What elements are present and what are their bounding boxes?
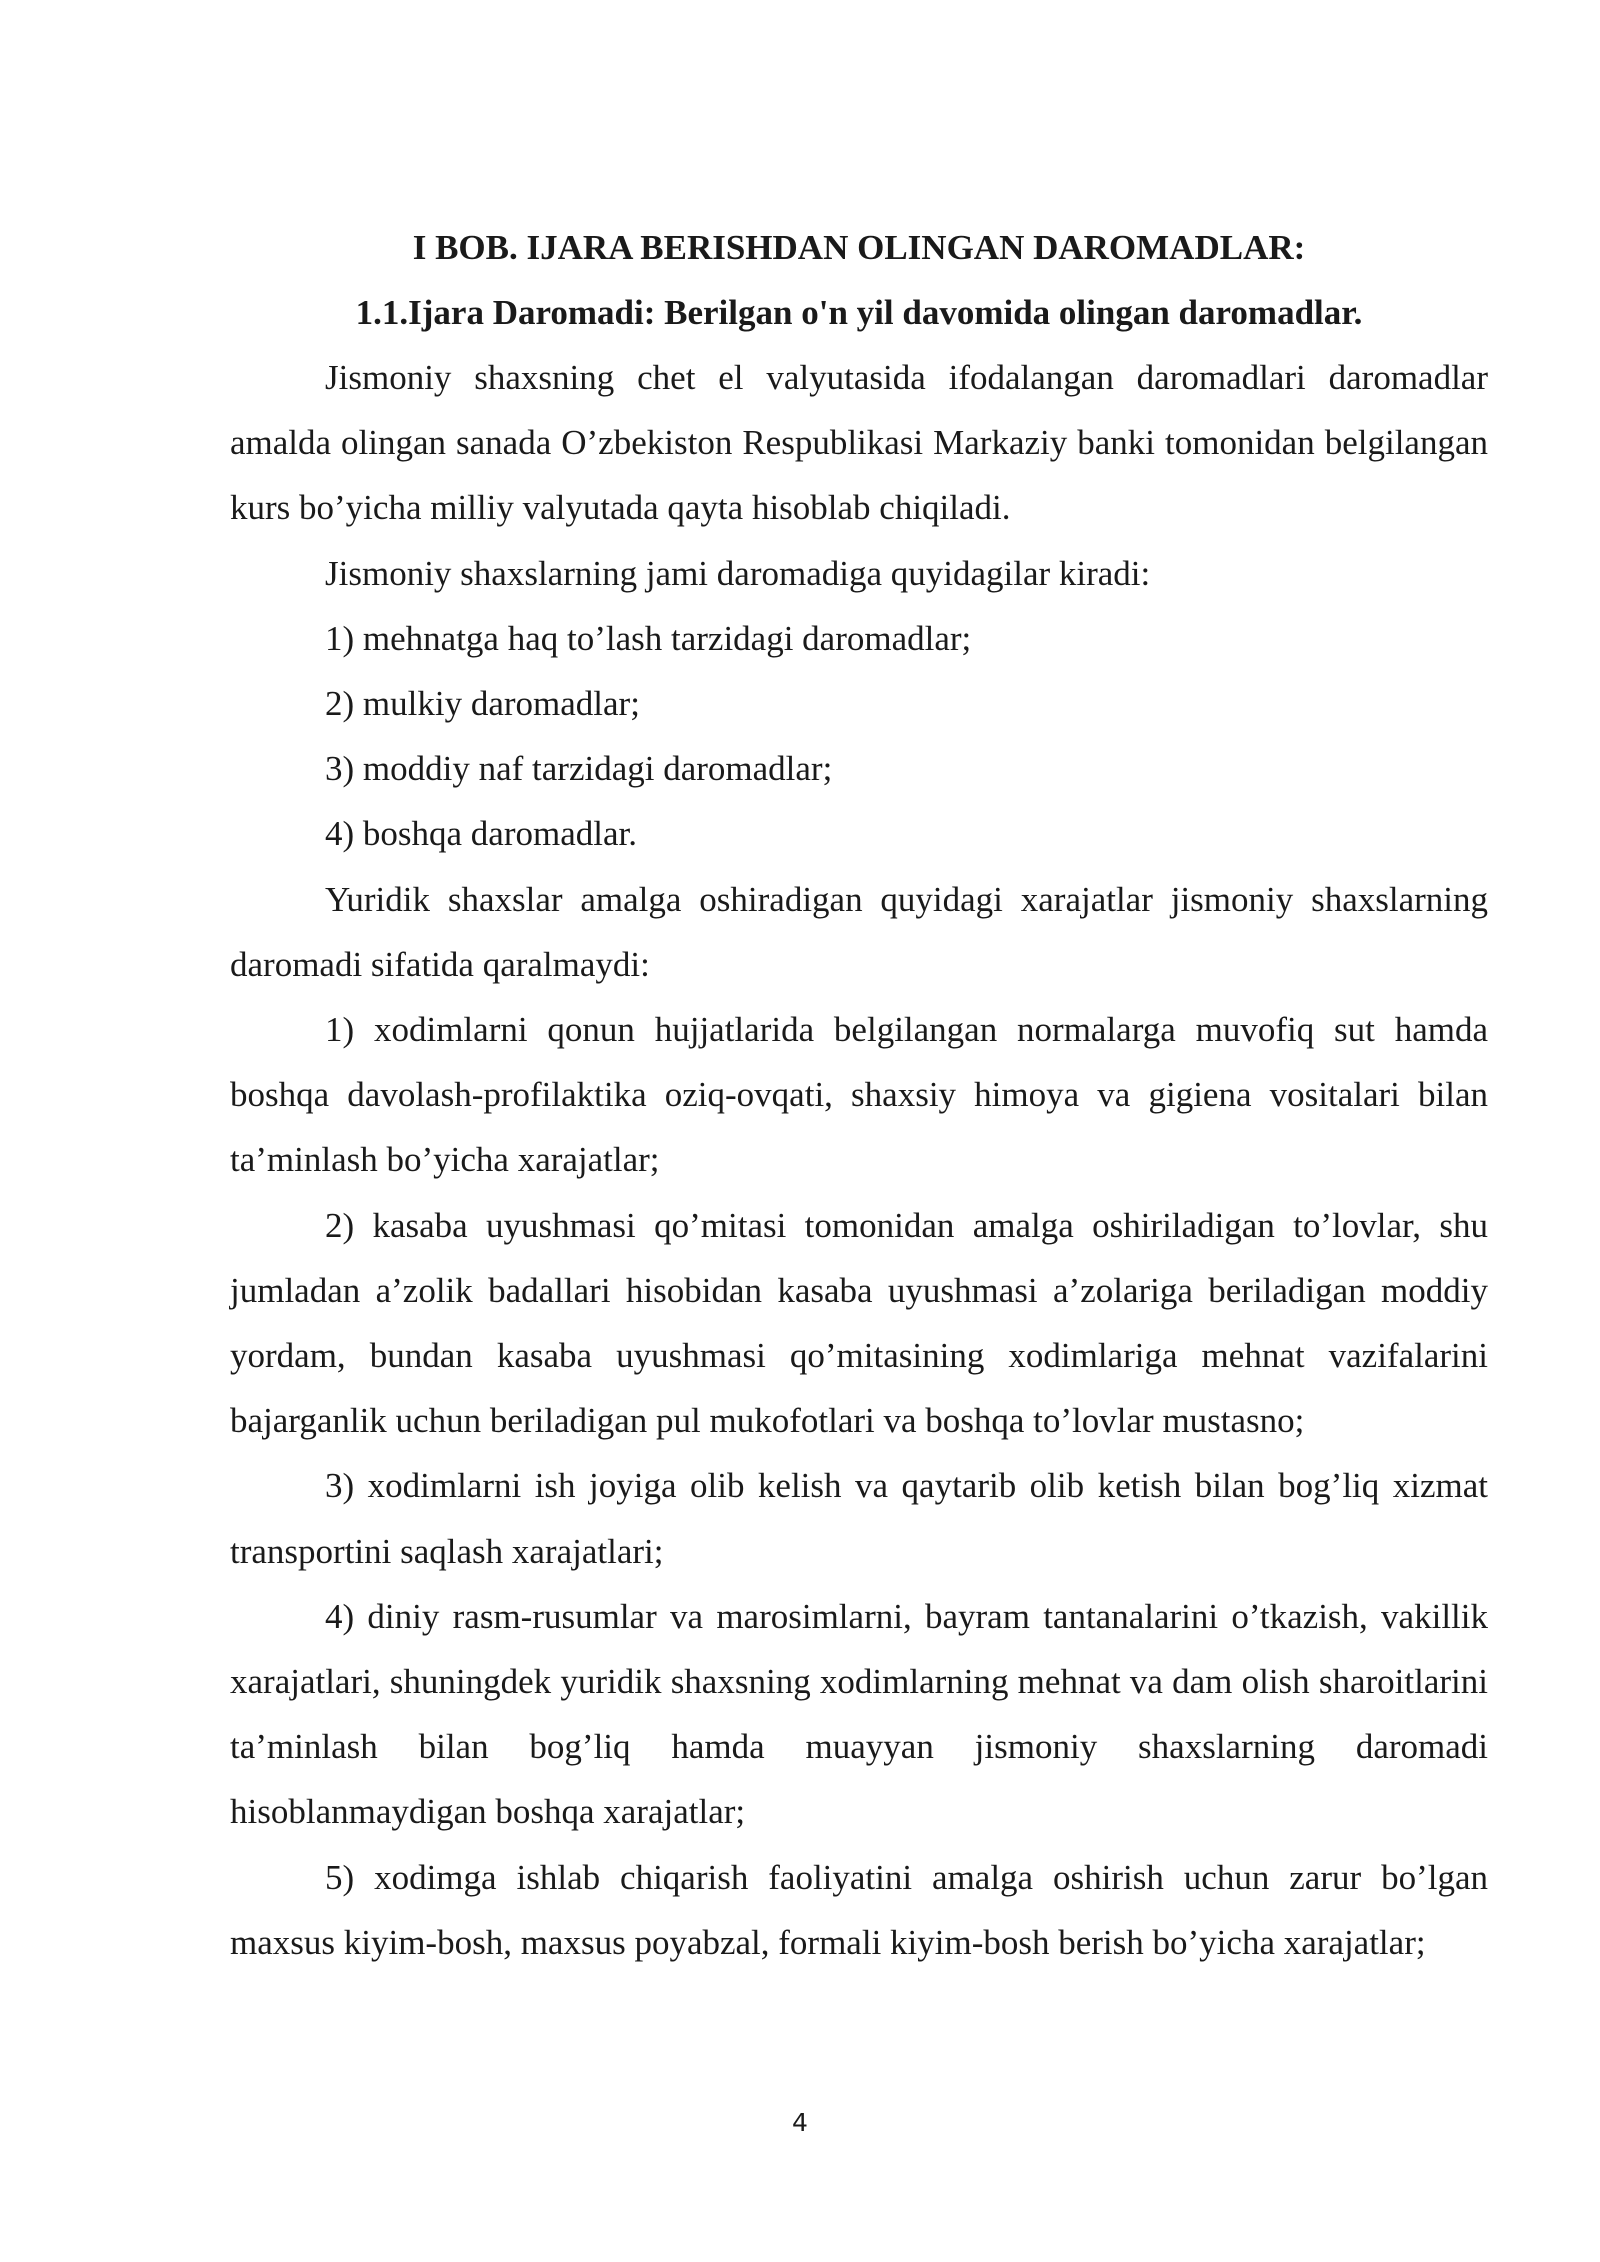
list-item-expense-3: 3) xodimlarni ish joyiga olib kelish va qaytarib olib ketish bilan bog’liq xizmat transportini saqlash xarajatlari; [230, 1466, 1488, 1571]
list-item-income-3: 3) moddiy naf tarzidagi daromadlar; [325, 749, 833, 789]
list-item-expense-5: 5) xodimga ishlab chiqarish faoliyatini amalga oshirish uchun zarur bo’lgan maxsus kiyim-bosh, maxsus poyabzal, formali kiyim-bosh berish bo’yicha xarajatlar; [230, 1857, 1488, 1962]
list-item-income-1: 1) mehnatga haq to’lash tarzidagi daromadlar; [325, 618, 972, 658]
page-content [230, 215, 1488, 1975]
list-item-expense-2: 2) kasaba uyushmasi qo’mitasi tomonidan amalga oshiriladigan to’lovlar, shu jumladan a’zolik badallari hisobidan kasaba uyushmasi a’zolariga beriladigan moddiy yordam, bundan kasaba uyushmasi qo’mitasining xodimlariga mehnat vazifalarini bajarganlik uchun beriladigan pul mukofotlari va boshqa to’lovlar mustasno; [230, 1205, 1488, 1441]
paragraph-currency-conversion: Jismoniy shaxsning chet el valyutasida ifodalangan daromadlari daromadlar amalda olingan sanada O’zbekiston Respublikasi Markaziy banki tomonidan belgilangan kurs bo’yicha milliy valyutada qayta hisoblab chiqiladi. [230, 358, 1488, 528]
list-item-income-4: 4) boshqa daromadlar. [325, 814, 637, 854]
list-item-income-2: 2) mulkiy daromadlar; [325, 684, 640, 724]
list-item-expense-4: 4) diniy rasm-rusumlar va marosimlarni, bayram tantanalarini o’tkazish, vakillik xarajatlari, shuningdek yuridik shaxsning xodimlarning mehnat va dam olish sharoitlarini ta’minlash bilan bog’liq hamda muayyan jismoniy shaxslarning daromadi hisoblanmaydigan boshqa xarajatlar; [230, 1596, 1488, 1832]
page-number: 4 [792, 2108, 808, 2137]
list-item-expense-1: 1) xodimlarni qonun hujjatlarida belgilangan normalarga muvofiq sut hamda boshqa davolash-profilaktika oziq-ovqati, shaxsiy himoya va gigiena vositalari bilan ta’minlash bo’yicha xarajatlar; [230, 1010, 1488, 1180]
paragraph-total-income-intro: Jismoniy shaxslarning jami daromadiga quyidagilar kiradi: [325, 553, 1151, 593]
section-title: 1.1.Ijara Daromadi: Berilgan o'n yil davomida olingan daromadlar. [355, 293, 1363, 332]
paragraph-excluded-expenses-intro: Yuridik shaxslar amalga oshiradigan quyidagi xarajatlar jismoniy shaxslarning daromadi sifatida qaralmaydi: [230, 879, 1488, 984]
chapter-title: I BOB. IJARA BERISHDAN OLINGAN DAROMADLAR: [412, 228, 1306, 267]
